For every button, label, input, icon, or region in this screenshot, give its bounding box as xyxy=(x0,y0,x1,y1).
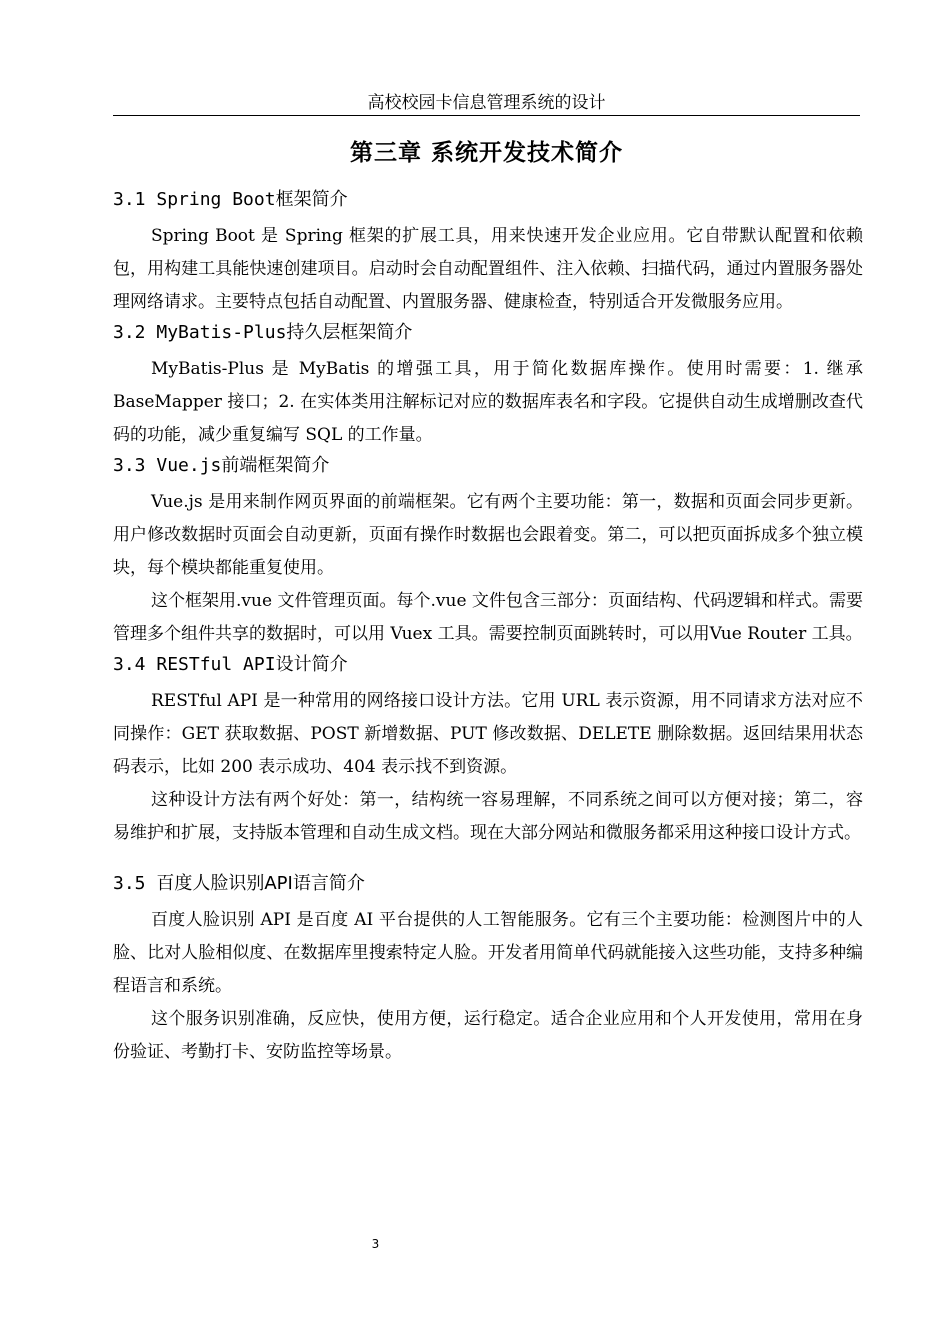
section-heading-3-2: 3.2 MyBatis-Plus持久层框架简介 xyxy=(113,322,413,343)
section-heading-3-1: 3.1 Spring Boot框架简介 xyxy=(113,189,348,210)
page-number: 3 xyxy=(371,1237,380,1251)
section-paragraph: RESTful API 是一种常用的网络接口设计方法。它用 URL 表示资源，用不同请求方法对应不同操作：GET 获取数据、POST 新增数据、PUT 修改数据、DELETE 删除数据。返回结果用状态码表示，比如 200 表示成功、404 表示找不到资源。 xyxy=(113,691,863,777)
section-paragraph: Vue.js 是用来制作网页界面的前端框架。它有两个主要功能：第一，数据和页面会同步更新。用户修改数据时页面会自动更新，页面有操作时数据也会跟着变。第二，可以把页面拆成多个独立模块，每个模块都能重复使用。 xyxy=(113,492,863,578)
section-heading-3-3: 3.3 Vue.js前端框架简介 xyxy=(113,455,330,476)
section-paragraph: 百度人脸识别 API 是百度 AI 平台提供的人工智能服务。它有三个主要功能：检测图片中的人脸、比对人脸相似度、在数据库里搜索特定人脸。开发者用简单代码就能接入这些功能，支持多种编程语言和系统。 xyxy=(113,910,863,996)
running-header: 高校校园卡信息管理系统的设计 xyxy=(367,93,606,113)
section-paragraph: 这种设计方法有两个好处：第一，结构统一容易理解，不同系统之间可以方便对接；第二，容易维护和扩展，支持版本管理和自动生成文档。现在大部分网站和微服务都采用这种接口设计方式。 xyxy=(113,790,863,843)
section-paragraph: Spring Boot 是 Spring 框架的扩展工具，用来快速开发企业应用。它自带默认配置和依赖包，用构建工具能快速创建项目。启动时会自动配置组件、注入依赖、扫描代码，通过内置服务器处理网络请求。主要特点包括自动配置、内置服务器、健康检查，特别适合开发微服务应用。 xyxy=(113,226,863,312)
section-spacer xyxy=(113,850,863,872)
section-paragraph: 这个框架用.vue 文件管理页面。每个.vue 文件包含三部分：页面结构、代码逻辑和样式。需要管理多个组件共享的数据时，可以用 Vuex 工具。需要控制页面跳转时，可以用Vue Router 工具。 xyxy=(113,591,863,644)
section-paragraph: 这个服务识别准确，反应快，使用方便，运行稳定。适合企业应用和个人开发使用，常用在身份验证、考勤打卡、安防监控等场景。 xyxy=(113,1009,863,1062)
section-heading-3-4: 3.4 RESTful API设计简介 xyxy=(113,654,348,675)
section-paragraph: MyBatis-Plus 是 MyBatis 的增强工具，用于简化数据库操作。使用时需要：1. 继承BaseMapper 接口；2. 在实体类用注解标记对应的数据库表名和字段。它提供自动生成增删改查代码的功能，减少重复编写 SQL 的工作量。 xyxy=(113,359,863,445)
header-rule xyxy=(113,115,860,116)
section-heading-3-5: 3.5 百度人脸识别API语言简介 xyxy=(113,873,365,894)
document-body xyxy=(113,188,863,1069)
chapter-title: 第三章 系统开发技术简介 xyxy=(349,140,623,166)
